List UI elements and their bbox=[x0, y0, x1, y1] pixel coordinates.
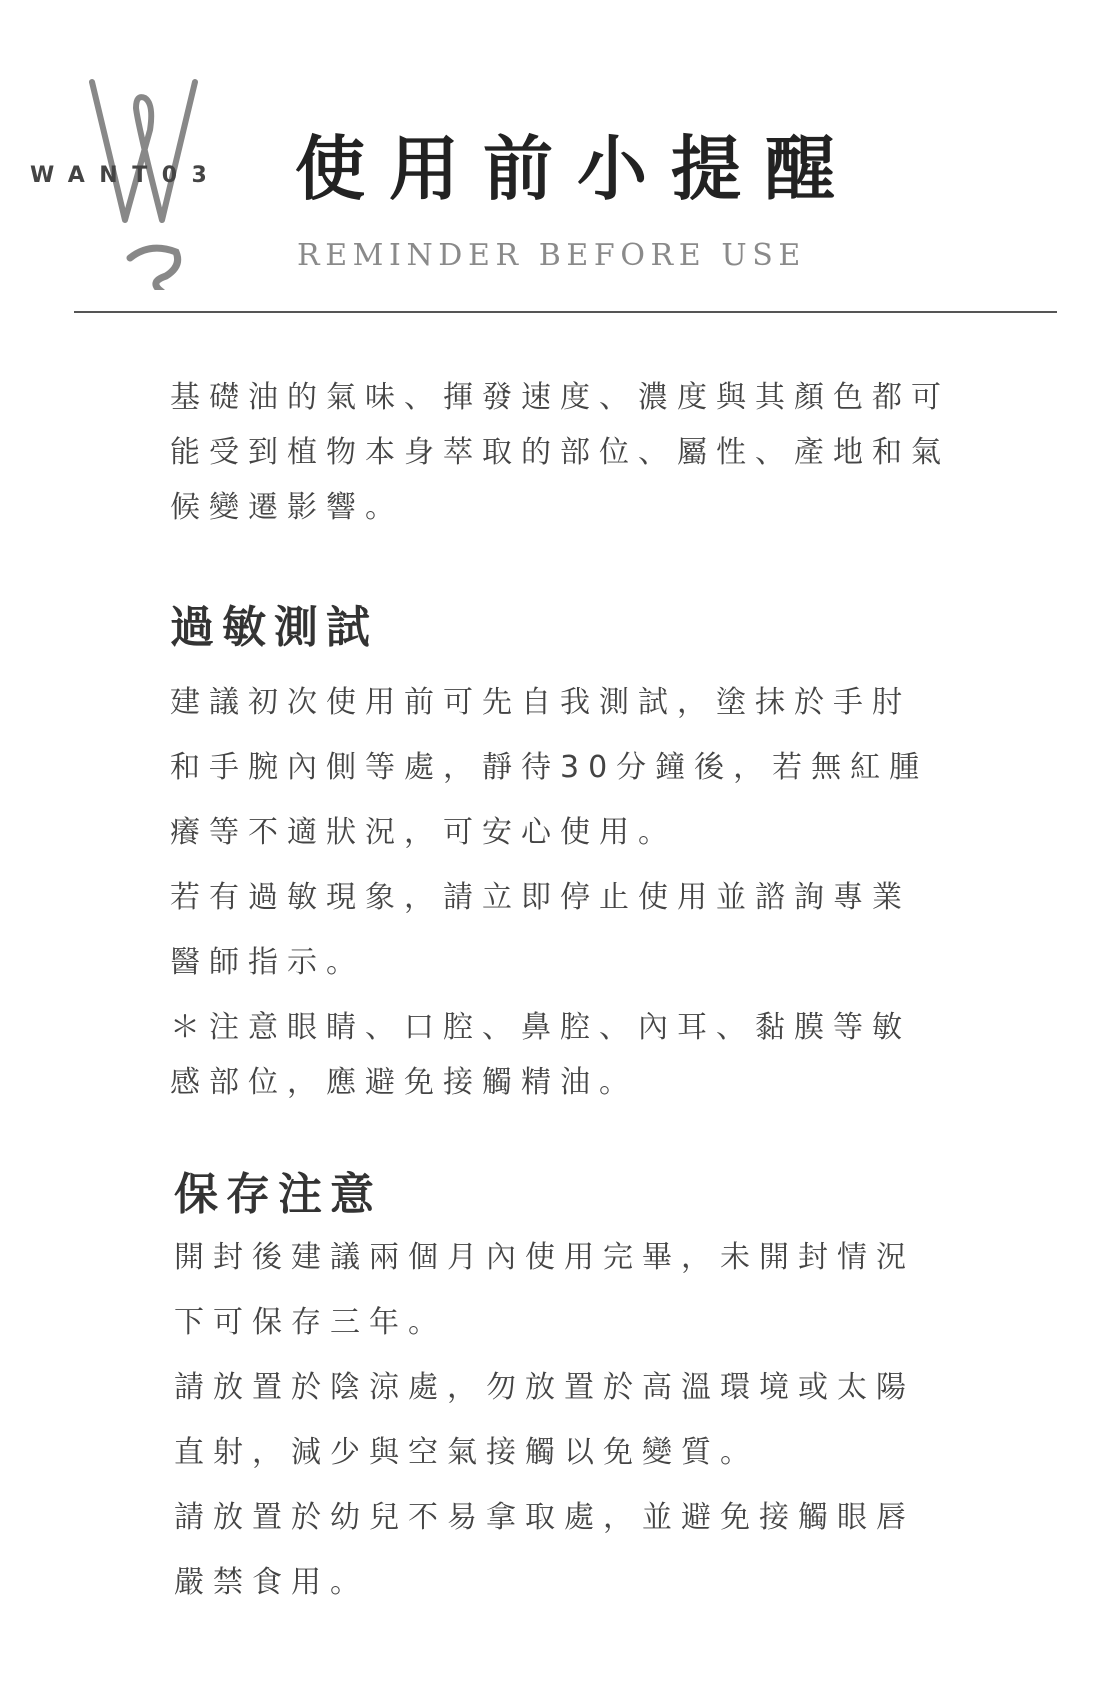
page-title: 使用前小提醒 bbox=[295, 128, 859, 210]
storage-line: 直射，減少與空氣接觸以免變質。 bbox=[174, 1435, 759, 1470]
allergy-note bbox=[170, 1000, 990, 1110]
storage-line: 開封後建議兩個月內使用完畢，未開封情況 bbox=[174, 1240, 915, 1275]
divider bbox=[74, 311, 1057, 313]
storage-line: 請放置於幼兒不易拿取處，並避免接觸眼唇 bbox=[174, 1500, 915, 1535]
allergy-paragraph bbox=[170, 670, 990, 995]
allergy-line: 若有過敏現象，請立即停止使用並諮詢專業 bbox=[170, 880, 911, 915]
allergy-line: 建議初次使用前可先自我測試，塗抹於手肘 bbox=[170, 685, 911, 720]
storage-line: 下可保存三年。 bbox=[174, 1305, 447, 1340]
logo-wordmark: WANT03 bbox=[30, 163, 222, 188]
intro-paragraph bbox=[170, 370, 990, 535]
intro-line: 候變遷影響。 bbox=[170, 490, 404, 525]
storage-section-title: 保存注意 bbox=[174, 1169, 382, 1220]
storage-line: 嚴禁食用。 bbox=[174, 1565, 369, 1600]
storage-line: 請放置於陰涼處，勿放置於高溫環境或太陽 bbox=[174, 1370, 915, 1405]
storage-paragraph bbox=[174, 1225, 994, 1615]
allergy-section-title: 過敏測試 bbox=[170, 602, 378, 653]
allergy-line: 和手腕內側等處，靜待30分鐘後，若無紅腫 bbox=[170, 750, 929, 785]
allergy-note-line: 感部位，應避免接觸精油。 bbox=[170, 1065, 638, 1100]
intro-line: 能受到植物本身萃取的部位、屬性、產地和氣 bbox=[170, 435, 950, 470]
intro-line: 基礎油的氣味、揮發速度、濃度與其顏色都可 bbox=[170, 380, 950, 415]
allergy-note-line: ＊注意眼睛、口腔、鼻腔、內耳、黏膜等敏 bbox=[170, 1010, 911, 1045]
allergy-line: 醫師指示。 bbox=[170, 945, 365, 980]
allergy-line: 癢等不適狀況，可安心使用。 bbox=[170, 815, 677, 850]
page-subtitle: REMINDER BEFORE USE bbox=[297, 238, 806, 273]
brand-logo bbox=[30, 70, 250, 290]
